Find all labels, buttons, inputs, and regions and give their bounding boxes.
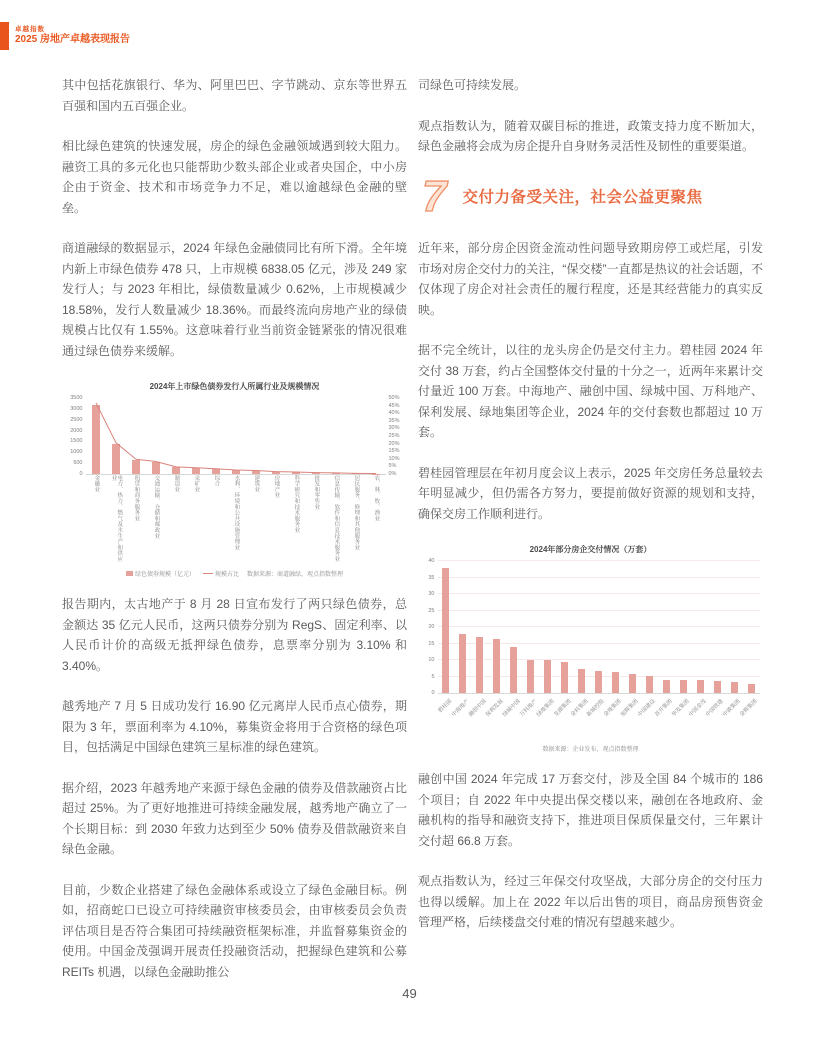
x-label: 租赁和商务服务业 (133, 475, 140, 522)
axis-tick-label: 500 (73, 460, 83, 467)
x-label: 融创中国 (467, 698, 488, 719)
x-label: 绿城中国 (501, 698, 522, 719)
x-axis-labels (86, 475, 386, 565)
left-column (62, 75, 407, 1002)
report-title: 2025 房地产卓越表现报告 (15, 33, 131, 45)
plot-area (438, 561, 760, 694)
section-title: 交付力备受关注，社会公益更聚焦 (462, 189, 703, 207)
axis-tick-label: 20% (388, 440, 400, 447)
paragraph: 据介绍，2023 年越秀地产来源于绿色金融的债券及借款融资占比超过 25%。为了更好地推进可持续金融发展，越秀地产确立了一个长期目标：到 2030 年致力达到至少 50% 债券及借款融资来自绿色金融。 (62, 780, 407, 856)
paragraph: 目前，少数企业搭建了绿色金融体系或设立了绿色金融目标。例如，招商蛇口已设立可持续融资审核委员会，由审核委员会负责评估项目是否符合集团可持续融资框架标准，并监督募集资金的使用。中国金茂强调开展责任投融资活动，把握绿色建筑和公募 REITs 机遇，以绿色金融助推公 (62, 882, 407, 979)
gridline (438, 593, 760, 594)
bar (697, 680, 704, 693)
gridline (438, 610, 760, 611)
chart-title: 2024年部分房企交付情况（万套） (529, 545, 652, 555)
x-label: 电力、热力、燃气及水生产和供应业 (110, 475, 123, 562)
paragraph: 司绿色可持续发展。 (418, 78, 527, 92)
axis-tick-label: 2000 (70, 427, 83, 434)
x-label: 碧桂园 (437, 698, 454, 715)
x-label: 中国铁建 (704, 698, 725, 719)
bar (595, 671, 602, 693)
x-label: 制造业 (173, 475, 180, 493)
axis-tick-label: 30 (428, 591, 435, 598)
axis-tick-label: 35% (388, 417, 400, 424)
chart-legend (62, 569, 407, 578)
page-header (0, 22, 130, 50)
axis-tick-label: 3000 (70, 405, 83, 412)
axis-tick-label: 10 (428, 657, 435, 664)
axis-tick-label: 50% (388, 395, 400, 401)
x-label: 房地产业 (273, 475, 280, 499)
paragraph: 商道融绿的数据显示，2024 年绿色金融债同比有所下滑。全年境内新上市绿色债券 478 只，上市规模 6838.05 亿元，涉及 249 家发行人；与 2023 年相比，绿债数量减少 0.62%，上市规模减少 18.58%，发行人数量减少 18.36%。而最终流向房地产业的绿债规模占比仅有 1.55%。这意味着行业当前资金链紧张的情况很难通过绿色债券来缓解。 (62, 241, 407, 358)
axis-tick-label: 15% (388, 448, 400, 455)
axis-tick-label: 1500 (70, 438, 83, 445)
bar (714, 681, 721, 693)
paragraph: 其中包括花旗银行、华为、阿里巴巴、字节跳动、京东等世界五百强和国内五百强企业。 (62, 78, 407, 113)
chart-title: 2024年上市绿色债券发行人所属行业及规模情况 (149, 382, 320, 391)
axis-tick-label: 0 (79, 471, 83, 477)
gridline (438, 626, 760, 627)
left-axis (422, 558, 438, 697)
report-series-label: 卓越指数 (15, 25, 45, 33)
bar (748, 684, 755, 694)
chart-legend (418, 744, 763, 753)
bar (646, 676, 653, 693)
bar (612, 672, 619, 693)
gridline (438, 659, 760, 660)
x-label: 龙湖集团 (552, 698, 573, 719)
chart-source: 数据来源：商道融绿，观点指数整理 (247, 572, 344, 578)
axis-tick-label: 15 (428, 640, 435, 647)
x-label: 金地集团 (603, 698, 624, 719)
bar (476, 637, 483, 693)
legend-line-swatch (203, 573, 213, 574)
paragraph: 近年来，部分房企因资金流动性问题导致期房停工或烂尾，引发市场对房企交付力的关注，“保交楼”一直都是热议的社会话题，不仅体现了房企对社会责任的履行程度，还是其经营能力的真实反映。 (418, 241, 763, 317)
bar (527, 660, 534, 693)
section-number: 7 (422, 171, 447, 221)
paragraph: 融创中国 2024 年完成 17 万套交付，涉及全国 84 个城市的 186 个项目；自 2022 年中央提出保交楼以来，融创在各地政府、金融机构的指导和融资支持下，推进项目保质保量交付，三年累计交付超 66.8 万套。 (418, 772, 763, 848)
x-label: 中国建设 (637, 698, 657, 719)
legend-label: 绿色债券规模（亿元） (134, 572, 195, 578)
bar (680, 680, 687, 693)
axis-tick-label: 10% (388, 455, 400, 462)
legend-label: 规模占比 (214, 572, 239, 578)
bar (459, 634, 466, 693)
axis-tick-label: 2500 (70, 416, 83, 423)
x-label: 批发和零售业 (313, 475, 320, 510)
x-label: 综合 (213, 475, 220, 487)
bar (731, 682, 738, 693)
trend-line (86, 398, 386, 474)
header-accent-bar (0, 22, 9, 50)
x-label: 建筑业 (253, 475, 260, 493)
paragraph: 碧桂园管理层在年初月度会议上表示，2025 年交房任务总量较去年明显减少，但仍需各方努力，要提前做好资源的规划和支持，确保交房工作顺利进行。 (418, 465, 763, 521)
paragraph: 报告期内，太古地产于 8 月 28 日宣布发行了两只绿色债券，总金额达 35 亿元人民币，这两只债券分别为 RegS、固定利率、以人民币计价的高级无抵押绿色债券，息票率分别为 3.10% 和 3.40%。 (62, 597, 407, 673)
bar (578, 669, 585, 693)
axis-tick-label: 0% (388, 471, 397, 477)
bar (544, 660, 551, 693)
axis-tick-label: 5 (431, 673, 435, 680)
chart-source: 数据来源：企业发布，观点指数整理 (542, 747, 639, 754)
paragraph: 观点指数认为，经过三年保交付攻坚战，大部分房企的交付压力也得以缓解。加上在 2022 年以后出售的项目，商品房预售资金管理严格，后续楼盘交付难的情况有望越来越少。 (418, 874, 763, 930)
x-label: 水利、环境和公共设施管理业 (233, 475, 240, 551)
axis-tick-label: 1000 (70, 449, 83, 456)
paragraph: 观点指数认为，随着双碳目标的推进，政策支持力度不断加大，绿色金融将会成为房企提升自身财务灵活性及韧性的重要渠道。 (418, 118, 763, 153)
delivery-volume-chart (418, 544, 763, 753)
gridline (438, 643, 760, 644)
axis-tick-label: 20 (428, 624, 435, 631)
x-label: 信息传输、软件和信息技术服务业 (333, 475, 340, 562)
axis-tick-label: 25 (428, 607, 435, 614)
x-label: 金辉集团 (738, 698, 759, 719)
axis-tick-label: 40 (428, 558, 435, 565)
x-label: 采矿业 (193, 475, 200, 493)
axis-tick-label: 30% (388, 425, 400, 432)
gridline (438, 577, 760, 578)
x-label: 交通运输、仓储和邮政业 (153, 475, 160, 539)
x-label: 旭辉集团 (620, 698, 641, 719)
right-axis (386, 395, 404, 477)
gridline (438, 560, 760, 561)
axis-tick-label: 25% (388, 433, 400, 439)
two-column-body (62, 75, 763, 1002)
axis-tick-label: 40% (388, 410, 400, 417)
header-text (15, 26, 130, 46)
legend-bar-swatch (126, 571, 133, 576)
bar (510, 647, 517, 693)
paragraph: 相比绿色建筑的快速发展，房企的绿色金融领域遇到较大阻力。融资工具的多元化也只能帮助少数头部企业或者央国企，中小房企由于资金、技术和市场竞争力不足，难以逾越绿色金融的壁垒。 (62, 139, 407, 215)
section-heading (422, 171, 763, 221)
x-label: 绿地集团 (535, 698, 556, 719)
x-label: 金科集团 (569, 698, 590, 719)
x-label: 农、林、牧、渔业 (373, 475, 380, 522)
bar (442, 568, 449, 693)
paragraph: 据不完全统计，以往的龙头房企仍是交付主力。碧桂园 2024 年交付 38 万套，约占全国整体交付量的十分之一，近两年来累计交付量近 100 万套。中海地产、融创中国、绿城中国、万科地产、保利发展、绿地集团等企业，2024 年的交付套数也都超过 10 万套。 (418, 343, 763, 440)
bar (663, 680, 670, 694)
x-label: 居民服务、修理和其他服务业 (353, 475, 360, 551)
axis-tick-label: 5% (388, 463, 397, 470)
bar (561, 662, 568, 693)
paragraph: 越秀地产 7 月 5 日成功发行 16.90 亿元离岸人民币点心债券，期限为 3 年，票面利率为 4.10%，募集资金将用于合资格的绿色项目，包括满足中国绿色建筑三星标准的绿色建筑。 (62, 699, 407, 754)
axis-tick-label: 3500 (70, 395, 83, 401)
plot-area (86, 398, 386, 475)
x-label: 万科地产 (518, 698, 539, 719)
left-axis (66, 395, 86, 477)
page-number: 49 (402, 986, 417, 1001)
x-label: 中骏集团 (721, 698, 742, 719)
right-column (418, 75, 763, 1002)
axis-tick-label: 0 (431, 690, 435, 697)
x-label: 金融业 (93, 475, 100, 493)
x-label: 首开集团 (654, 698, 674, 719)
x-label: 新城控股 (586, 698, 607, 719)
bar (493, 639, 500, 693)
axis-tick-label: 45% (388, 402, 400, 409)
bar (629, 674, 636, 693)
axis-tick-label: 35 (428, 574, 435, 581)
green-bond-industry-chart (62, 381, 407, 578)
x-label: 科学研究和技术服务业 (293, 475, 300, 533)
x-label: 华发集团 (671, 698, 691, 719)
x-label: 中国金茂 (688, 698, 708, 719)
x-label: 保利发展 (484, 698, 505, 719)
x-axis-labels (438, 694, 760, 740)
x-label: 中海地产 (450, 698, 471, 719)
